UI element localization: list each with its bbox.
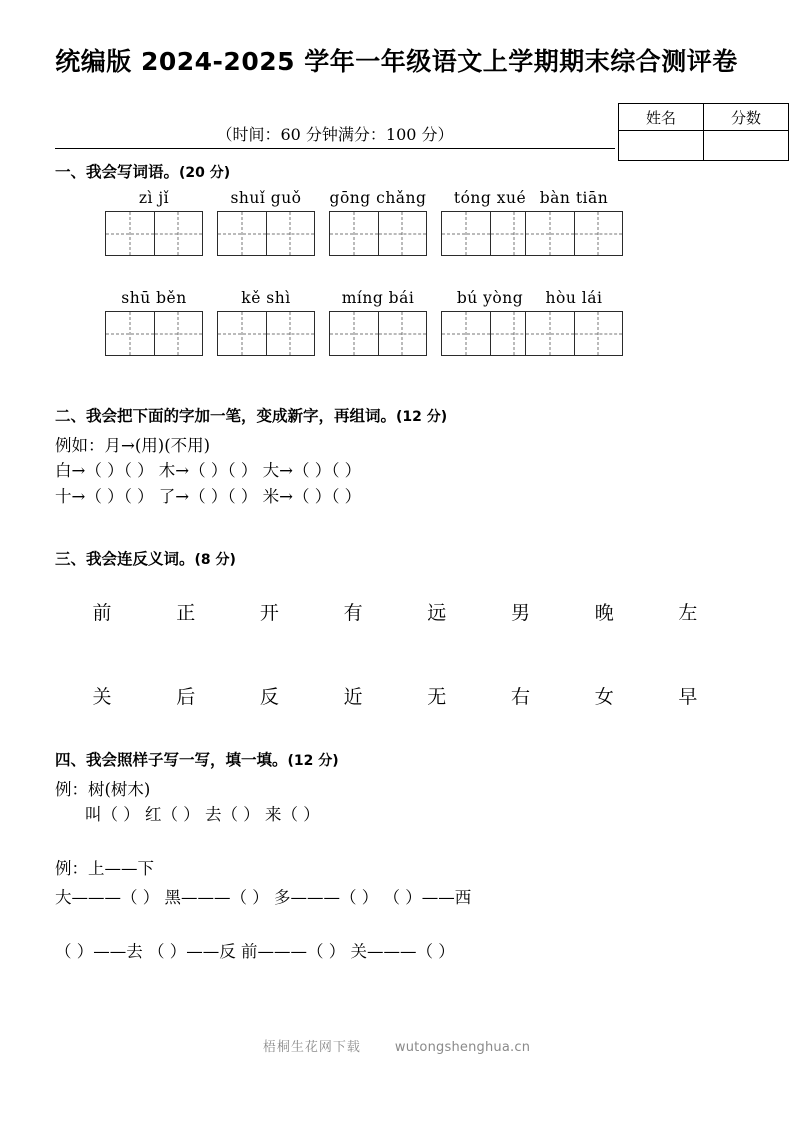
section-2-row-1[interactable]: 白→（ ）（ ） 木→（ ）（ ） 大→（ ）（ ） bbox=[55, 461, 362, 480]
tianzige-cell[interactable] bbox=[378, 212, 426, 255]
section-4-row-1[interactable]: 叫（ ） 红（ ） 去（ ） 来（ ） bbox=[85, 805, 320, 824]
tianzige-grid[interactable] bbox=[525, 211, 623, 256]
name-value-cell[interactable] bbox=[619, 131, 704, 161]
pinyin-label: bàn tiān bbox=[539, 189, 609, 207]
section-2-points: (12 分) bbox=[396, 409, 448, 425]
section-2-heading bbox=[55, 404, 447, 426]
tianzige-cell[interactable] bbox=[330, 312, 378, 355]
tianzige-grid[interactable] bbox=[217, 211, 315, 256]
score-header: 分数 bbox=[704, 104, 789, 131]
antonym-char[interactable]: 晚 bbox=[594, 602, 614, 624]
tianzige-cell[interactable] bbox=[526, 312, 574, 355]
word-block-2-2 bbox=[217, 288, 315, 356]
section-4-row-2[interactable]: 大———（ ） 黑———（ ） 多———（ ） （ ）——西 bbox=[55, 888, 472, 907]
section-4-title: 四、我会照样子写一写，填一填。 bbox=[55, 751, 288, 769]
table-row-headers bbox=[619, 104, 789, 131]
antonym-char[interactable]: 后 bbox=[176, 686, 196, 708]
tianzige-cell[interactable] bbox=[526, 212, 574, 255]
score-value-cell[interactable] bbox=[704, 131, 789, 161]
tianzige-cell[interactable] bbox=[154, 312, 202, 355]
section-1-title: 一、我会写词语。 bbox=[55, 163, 180, 181]
pinyin-label: kě shì bbox=[241, 289, 291, 307]
tianzige-cell[interactable] bbox=[330, 212, 378, 255]
footer-watermark bbox=[0, 1036, 793, 1055]
student-info-table bbox=[618, 103, 789, 161]
antonym-char[interactable]: 有 bbox=[343, 602, 363, 624]
pinyin-label: hòu lái bbox=[545, 289, 603, 307]
section-4-example-2: 例：上——下 bbox=[55, 859, 154, 878]
section-2-title: 二、我会把下面的字加一笔，变成新字，再组词。 bbox=[55, 407, 397, 425]
section-2-example: 例如：月→(用)(不用) bbox=[55, 436, 211, 455]
antonym-bottom-row bbox=[85, 682, 705, 709]
table-row-values bbox=[619, 131, 789, 161]
antonym-char[interactable]: 女 bbox=[594, 686, 614, 708]
pinyin-label: míng bái bbox=[341, 289, 415, 307]
antonym-top-row bbox=[85, 598, 705, 625]
section-3-title: 三、我会连反义词。 bbox=[55, 550, 195, 568]
antonym-char[interactable]: 右 bbox=[511, 686, 531, 708]
tianzige-cell[interactable] bbox=[154, 212, 202, 255]
word-block-1-2 bbox=[217, 188, 315, 256]
tianzige-cell[interactable] bbox=[266, 212, 314, 255]
tianzige-cell[interactable] bbox=[106, 212, 154, 255]
pinyin-label: bú yòng bbox=[456, 289, 524, 307]
pinyin-label: tóng xué bbox=[453, 189, 527, 207]
exam-time-line bbox=[55, 122, 615, 149]
word-block-2-3 bbox=[329, 288, 427, 356]
antonym-char[interactable]: 无 bbox=[427, 686, 447, 708]
antonym-char[interactable]: 开 bbox=[259, 602, 279, 624]
antonym-char[interactable]: 左 bbox=[678, 602, 698, 624]
tianzige-cell[interactable] bbox=[442, 212, 490, 255]
antonym-char[interactable]: 早 bbox=[678, 686, 698, 708]
antonym-char[interactable]: 正 bbox=[176, 602, 196, 624]
section-4-points: (12 分) bbox=[287, 753, 339, 769]
antonym-char[interactable]: 男 bbox=[511, 602, 531, 624]
tianzige-cell[interactable] bbox=[574, 312, 622, 355]
page-title: 统编版 2024-2025 学年一年级语文上学期期末综合测评卷 bbox=[55, 47, 738, 76]
tianzige-cell[interactable] bbox=[218, 312, 266, 355]
tianzige-cell[interactable] bbox=[218, 212, 266, 255]
header-divider bbox=[55, 148, 615, 149]
tianzige-cell[interactable] bbox=[266, 312, 314, 355]
section-2-row-2[interactable]: 十→（ ）（ ） 了→（ ）（ ） 米→（ ）（ ） bbox=[55, 487, 362, 506]
tianzige-grid[interactable] bbox=[329, 211, 427, 256]
pinyin-label: shuǐ guǒ bbox=[230, 189, 302, 207]
footer-site-name: 梧桐生花网下载 bbox=[262, 1040, 361, 1055]
tianzige-grid[interactable] bbox=[525, 311, 623, 356]
pinyin-label: zì jǐ bbox=[138, 189, 170, 207]
tianzige-grid[interactable] bbox=[105, 311, 203, 356]
tianzige-grid[interactable] bbox=[329, 311, 427, 356]
section-3-points: (8 分) bbox=[194, 552, 236, 568]
section-4-heading bbox=[55, 748, 339, 770]
tianzige-grid[interactable] bbox=[105, 211, 203, 256]
section-1-heading bbox=[55, 160, 230, 182]
footer-site-url: wutongshenghua.cn bbox=[394, 1040, 531, 1055]
antonym-char[interactable]: 反 bbox=[259, 686, 279, 708]
tianzige-grid[interactable] bbox=[217, 311, 315, 356]
antonym-char[interactable]: 关 bbox=[92, 686, 112, 708]
word-block-2-5 bbox=[525, 288, 623, 356]
tianzige-cell[interactable] bbox=[106, 312, 154, 355]
section-3-heading bbox=[55, 547, 236, 569]
name-header: 姓名 bbox=[619, 104, 704, 131]
exam-time-text: （时间：60 分钟满分：100 分） bbox=[216, 125, 454, 144]
antonym-char[interactable]: 远 bbox=[427, 602, 447, 624]
section-1-points: (20 分) bbox=[179, 165, 231, 181]
tianzige-cell[interactable] bbox=[378, 312, 426, 355]
antonym-char[interactable]: 前 bbox=[92, 602, 112, 624]
pinyin-label: shū běn bbox=[121, 289, 187, 307]
section-4-row-3[interactable]: （ ）——去 （ ）——反 前———（ ） 关———（ ） bbox=[55, 942, 455, 961]
word-block-1-5 bbox=[525, 188, 623, 256]
tianzige-cell[interactable] bbox=[574, 212, 622, 255]
tianzige-cell[interactable] bbox=[442, 312, 490, 355]
antonym-char[interactable]: 近 bbox=[343, 686, 363, 708]
section-4-example-1: 例：树(树木) bbox=[55, 780, 151, 799]
word-block-1-3 bbox=[329, 188, 427, 256]
word-block-2-1 bbox=[105, 288, 203, 356]
word-block-1-1 bbox=[105, 188, 203, 256]
pinyin-label: gōng chǎng bbox=[329, 189, 427, 207]
